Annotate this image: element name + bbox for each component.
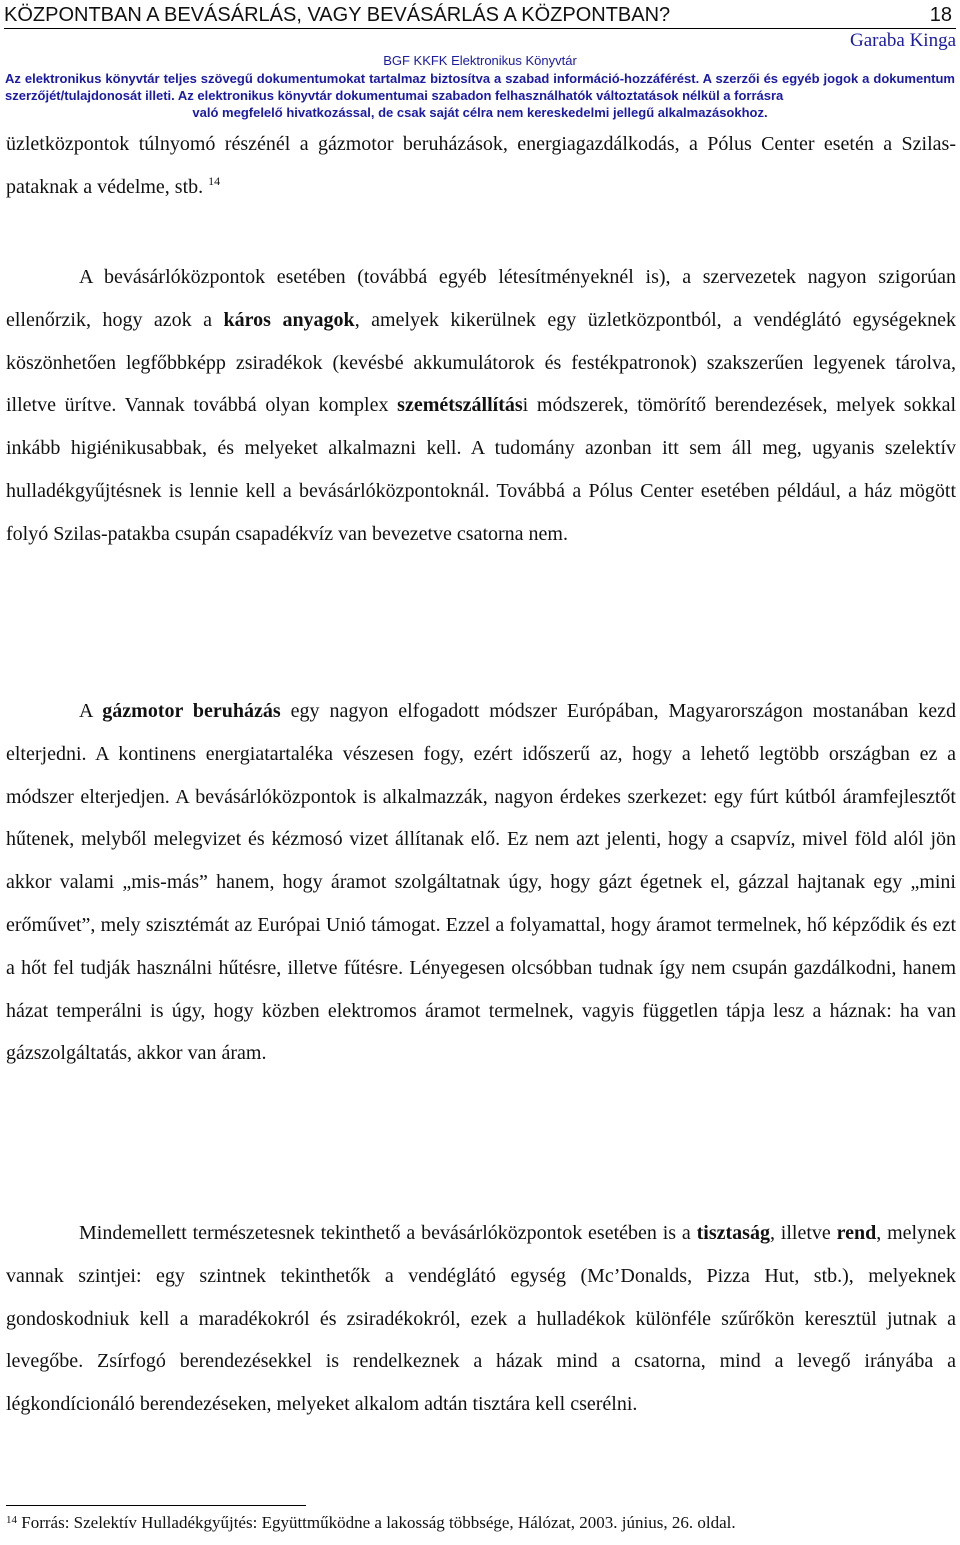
running-header [4,2,956,29]
paragraph-text: , illetve [769,1222,831,1244]
paragraph-gas-engine [6,690,956,1075]
footnote-number: 14 [6,1514,17,1526]
author-name: Garaba Kinga [849,30,956,51]
paragraph-text: i módszerek, tömörítő berendezések, melyek sokkal inkább higiénikusabbak, és melyeket alkalmazni kell. A tudomány azonban itt sem áll meg, ugyanis szelektív hulladékgyűjtésnek is lennie kell a bevásárlóközpontoknál. Továbbá a Pólus Center esetében például, a ház mögött folyó Szilas-patakba csupán csapadékvíz van bevezetve csatorna nem. [6,394,957,545]
notice-text: Az elektronikus könyvtár teljes szövegű dokumentumokat tartalmaz biztosítva a szabad információ-hozzáférést. A szerzői és egyéb jogok a dokumentum szerzőjét/tulajdonosát illeti. Az elektronikus könyvtár dokumentumai szabadon felhasználhatók változtatások nélkül a forrásra [5,71,955,103]
bold-term: rend [836,1222,877,1244]
footnote [6,1512,956,1534]
paragraph-text: A bevásárlóközpontok esetében (továbbá egyéb létesítményeknél is), a szervezetek nagyon szigorúan ellenőrzik, hogy azok a [6,266,956,331]
bold-term: szemétszállítás [397,394,523,417]
footnote-text: Forrás: Szelektív Hulladékgyűjtés: Együttműködne a lakosság többsége, Hálózat, 2003. június, 26. oldal. [21,1513,736,1532]
paragraph-text: , melynek vannak szintjei: egy szintnek tekinthetők a vendéglátó egység (Mc’Donalds, Pizza Hut, stb.), melyeknek gondoskodniuk kell a maradékokról és zsiradékokról, ezek a hulladékok különféle szűrőkön keresztül jutnak a levegőbe. Zsírfogó berendezésekkel is rendelkeznek a házak mind a csatorna, mind a levegő irányába a légkondícionáló berendezéseken, melyeket alkalom adtán tisztára kell cserélni. [6,1222,956,1416]
paragraph-text: üzletközpontok túlnyomó részénél a gázmotor beruházások, energiagazdálkodás, a Pólus Center esetén a Szilas-pataknak a védelme, stb. [6,133,956,198]
notice-last-line: való megfelelő hivatkozással, de csak saját célra nem kereskedelmi jellegű alkalmazásokhoz. [192,105,768,120]
footnote-separator [6,1505,306,1506]
page-number: 18 [929,4,952,26]
paragraph-continuation [6,123,956,209]
paragraph-text: Mindemellett természetesnek tekinthető a bevásárlóközpontok esetében is a [79,1222,691,1244]
bold-term: tisztaság [696,1222,770,1244]
document-title: KÖZPONTBAN A BEVÁSÁRLÁS, VAGY BEVÁSÁRLÁS A KÖZPONTBAN? [4,4,671,26]
paragraph-text: A [79,700,93,722]
library-name: BGF KKFK Elektronikus Könyvtár [383,53,577,68]
paragraph-text: egy nagyon elfogadott módszer Európában, Magyarországon mostanában kezd elterjedni. A kontinens energiatartaléka vészesen fogy, ezért időszerű az, hogy a lehető legtöbb országban ez a módszer elterjedjen. A bevásárlóközpontok is alkalmazzák, nagyon érdekes szerkezet: egy fúrt kútból áramfejlesztőt hűtenek, melyből melegvizet és kézmosó vizet állítanak elő. Ez nem azt jelenti, hogy a csapvíz, mivel föld alól jön akkor valami „mis-más” hanem, hogy áramot szolgáltatnak úgy, hogy gázt égetnek el, gázzal hajtanak egy „mini erőművet”, mely szisztémát az Európai Unió támogat. Ezzel a folyamattal, hogy áramot termelnek, hő képződik és ezt a hőt fel tudják használni hűtésre, illetve fűtésre. Lényegesen olcsóbban tudnak így nem csupán gazdálkodni, hanem házat temperálni is úgy, hogy közben elektromos áramot termelnek, vagyis független tápja lesz a háznak: ha van gázszolgáltatás, akkor van áram. [6,700,957,1065]
copyright-notice [5,70,955,121]
paragraph-text: , amelyek kikerülnek egy üzletközpontból, a vendéglátó egységeknek köszönhetően legfőbbképp zsiradékok (kevésbé akkumulátorok és festékpatronok) szakszerűen legyenek tárolva, illetve ürítve. Vannak továbbá olyan komplex [6,308,956,417]
bold-term: gázmotor beruházás [102,700,281,722]
paragraph-waste [6,256,956,556]
paragraph-cleanliness [6,1212,956,1426]
bold-term: káros anyagok [223,308,355,331]
footnote-reference: 14 [208,173,221,188]
